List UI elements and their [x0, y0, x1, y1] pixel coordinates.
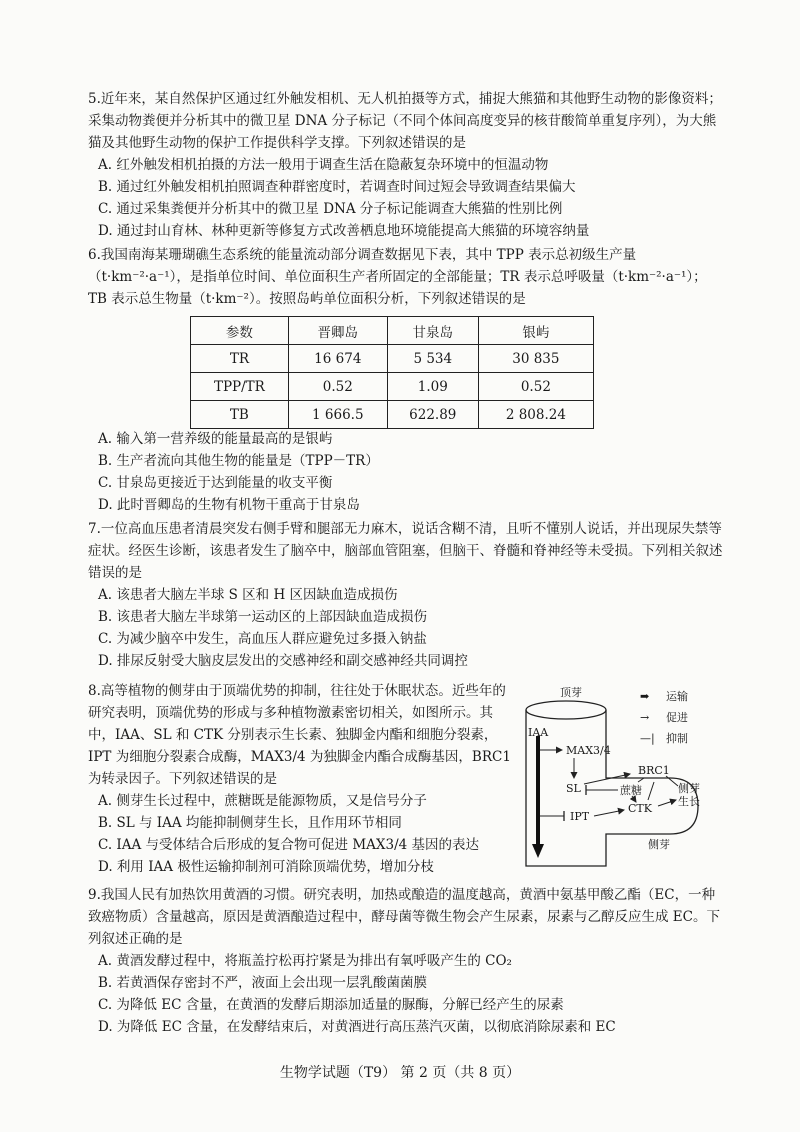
question-7-option-d: D. 排尿反射受大脑皮层发出的交感神经和副交感神经共同调控 [98, 653, 468, 669]
legend-transport [640, 686, 688, 707]
table-cell: 0.52 [288, 373, 387, 401]
node-ctk: CTK [628, 802, 652, 815]
question-8 [88, 680, 516, 878]
thin-arrow-icon: → [640, 711, 650, 724]
table-cell: 622.89 [387, 401, 478, 429]
question-6-option-a: A. 输入第一营养级的能量最高的是银屿 [98, 431, 333, 447]
node-ipt: IPT [570, 810, 590, 823]
transport-arrowhead [532, 844, 544, 858]
table-cell: 30 835 [478, 345, 593, 373]
inhibit-line [648, 782, 654, 800]
table-row [191, 373, 594, 401]
top-bud-label: 顶芽 [560, 686, 582, 699]
question-6-option-c: C. 甘泉岛更接近于达到能量的收支平衡 [98, 475, 333, 491]
legend-promote [640, 707, 688, 728]
inhibit-icon: —| [640, 732, 655, 745]
table-cell: 5 534 [387, 345, 478, 373]
legend-promote-label: 促进 [666, 711, 688, 724]
question-6 [88, 244, 724, 310]
table-row [191, 345, 594, 373]
question-8-option-d: D. 利用 IAA 极性运输抑制剂可消除顶端优势，增加分枝 [98, 859, 434, 875]
stem-top-ellipse [526, 701, 606, 719]
question-8-stem: 8.高等植物的侧芽由于顶端优势的抑制，往往处于休眠状态。近些年的研究表明，顶端优势的形成与多种植物激素密切相关，如图所示。其中，IAA、SL 和 CTK 分别表示生长素、独脚金内酯和细胞分裂素，IPT 为细胞分裂素合成酶，MAX3/4 为独脚金内酯合成酶基因，BRC1 为转录因子。下列叙述错误的是 [88, 683, 511, 787]
table-cell: TPP/TR [191, 373, 289, 401]
question-9-option-d: D. 为降低 EC 含量，在发酵结束后，对黄酒进行高压蒸汽灭菌，以彻底消除尿素和 EC [98, 1019, 616, 1035]
table-cell: 2 808.24 [478, 401, 593, 429]
question-7-option-b: B. 该患者大脑左半球第一运动区的上部因缺血造成损伤 [98, 609, 428, 625]
node-lateral-growth: 侧芽生长 [678, 782, 700, 808]
question-7-option-c: C. 为减少脑卒中发生，高血压人群应避免过多摄入钠盐 [98, 631, 427, 647]
question-8-option-b: B. SL 与 IAA 均能抑制侧芽生长，且作用环节相同 [98, 815, 402, 831]
node-brc1: BRC1 [638, 764, 670, 777]
table-header-cell: 甘泉岛 [387, 317, 478, 345]
question-8-option-a: A. 侧芽生长过程中，蔗糖既是能源物质，又是信号分子 [98, 793, 427, 809]
question-5-stem: 5.近年来，某自然保护区通过红外触发相机、无人机拍摄等方式，捕捉大熊猫和其他野生动物的影像资料；采集动物粪便并分析其中的微卫星 DNA 分子标记（不同个体间高度变异的核苷酸简单重复序列），为大熊猫及其他野生动物的保护工作提供科学支撑。下列叙述错误的是 [88, 91, 722, 151]
question-9-option-c: C. 为降低 EC 含量，在黄酒的发酵后期添加适量的脲酶，分解已经产生的尿素 [98, 997, 564, 1013]
table-header-row [191, 317, 594, 345]
table-cell: TB [191, 401, 289, 429]
legend-transport-label: 运输 [666, 690, 688, 703]
question-5 [88, 88, 724, 242]
promote-arrow [594, 810, 624, 816]
node-iaa: IAA [528, 726, 549, 739]
thick-arrow-icon: ➡ [640, 690, 650, 703]
question-5-option-b: B. 通过红外触发相机拍照调查种群密度时，若调查时间过短会导致调查结果偏大 [98, 179, 576, 195]
question-9 [88, 884, 724, 1038]
question-6-option-b: B. 生产者流向其他生物的能量是（TPP－TR） [98, 453, 379, 469]
node-sl: SL [566, 782, 581, 795]
question-9-option-b: B. 若黄酒保存密封不严，液面上会出现一层乳酸菌菌膜 [98, 975, 428, 991]
legend-inhibit [640, 728, 688, 749]
promote-arrow [658, 800, 676, 806]
question-5-option-d: D. 通过封山育林、林种更新等修复方式改善栖息地环境能提高大熊猫的环境容纳量 [98, 223, 590, 239]
question-7-option-a: A. 该患者大脑左半球 S 区和 H 区因缺血造成损伤 [98, 587, 398, 603]
energy-table [190, 316, 594, 429]
table-header-cell: 参数 [191, 317, 289, 345]
page-footer: 生物学试题（T9） 第 2 页（共 8 页） [279, 1065, 521, 1081]
node-max34: MAX3/4 [566, 744, 611, 757]
table-header-cell: 晋卿岛 [288, 317, 387, 345]
table-cell: 1.09 [387, 373, 478, 401]
question-9-option-a: A. 黄酒发酵过程中，将瓶盖拧松再拧紧是为排出有氧呼吸产生的 CO₂ [98, 953, 512, 969]
diagram-legend [640, 686, 688, 749]
question-5-option-c: C. 通过采集粪便并分析其中的微卫星 DNA 分子标记能调查大熊猫的性别比例 [98, 201, 563, 217]
hormone-diagram [520, 686, 730, 872]
question-9-stem: 9.我国人民有加热饮用黄酒的习惯。研究表明，加热或酿造的温度越高，黄酒中氨基甲酸乙酯（EC，一种致癌物质）含量越高，原因是黄酒酿造过程中，酵母菌等微生物会产生尿素，尿素与乙醇反应生成 EC。下列叙述正确的是 [88, 887, 720, 947]
table-cell: 16 674 [288, 345, 387, 373]
question-6-options [88, 428, 724, 516]
node-sucrose: 蔗糖 [620, 784, 642, 797]
question-6-option-d: D. 此时晋卿岛的生物有机物干重高于甘泉岛 [98, 497, 360, 513]
question-7-stem: 7.一位高血压患者清晨突发右侧手臂和腿部无力麻木，说话含糊不清，且听不懂别人说话，并出现尿失禁等症状。经医生诊断，该患者发生了脑卒中，脑部血管阻塞，但脑干、脊髓和脊神经等未受损。下列相关叙述错误的是 [88, 521, 723, 581]
table-cell: 1 666.5 [288, 401, 387, 429]
table-cell: 0.52 [478, 373, 593, 401]
table-header-cell: 银屿 [478, 317, 593, 345]
question-7 [88, 518, 724, 672]
hormone-diagram-svg [520, 686, 730, 872]
question-6-stem: 6.我国南海某珊瑚礁生态系统的能量流动部分调查数据见下表，其中 TPP 表示总初级生产量（t·km⁻²·a⁻¹），是指单位时间、单位面积生产者所固定的全部能量；TR 表示总呼吸量（t·km⁻²·a⁻¹）；TB 表示总生物量（t·km⁻²）。按照岛屿单位面积分析，下列叙述错误的是 [88, 247, 707, 307]
table-row [191, 401, 594, 429]
lateral-bud-label: 侧芽 [648, 838, 670, 851]
table-cell: TR [191, 345, 289, 373]
question-8-option-c: C. IAA 与受体结合后形成的复合物可促进 MAX3/4 基因的表达 [98, 837, 480, 853]
legend-inhibit-label: 抑制 [666, 732, 688, 745]
question-5-option-a: A. 红外触发相机拍摄的方法一般用于调查生活在隐蔽复杂环境中的恒温动物 [98, 157, 549, 173]
